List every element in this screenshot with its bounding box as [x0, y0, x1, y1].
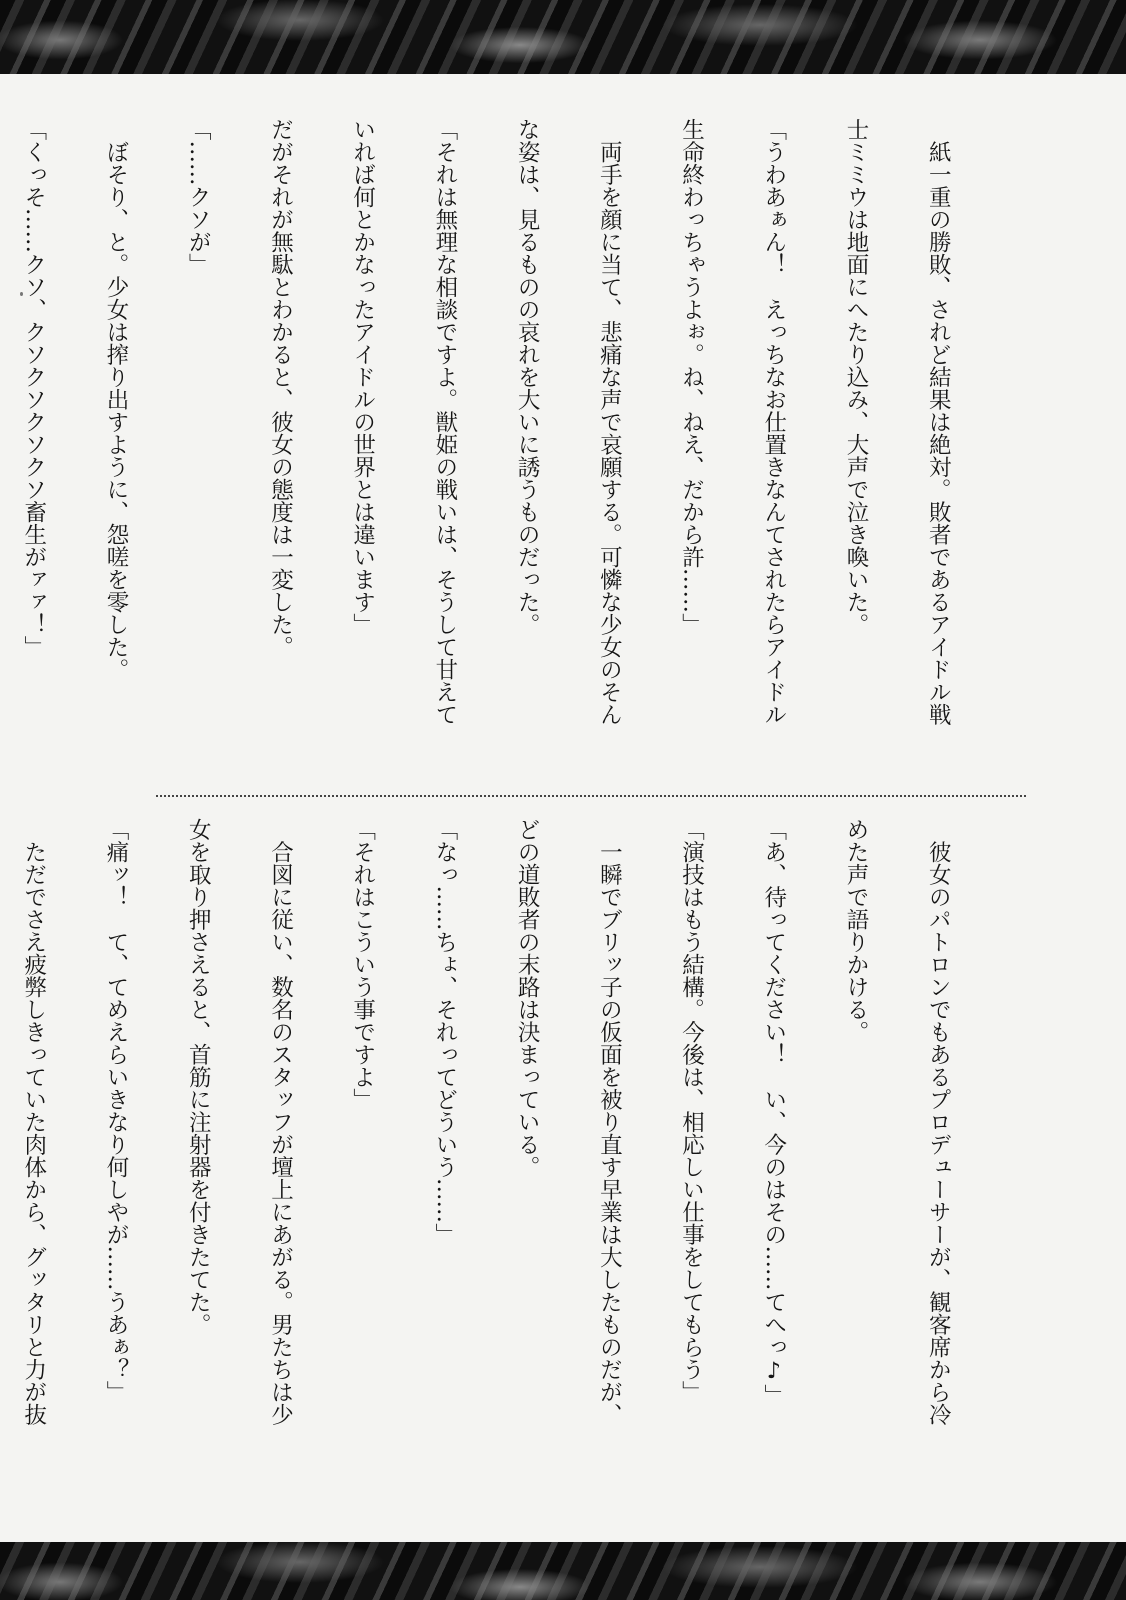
text-line: ただでさえ疲弊しきっていた肉体から、グッタリと力が抜 — [20, 818, 47, 1426]
section-divider — [156, 795, 1026, 797]
text-line: 「演技はもう結構。今後は、相応しい仕事をしてもらう」 — [678, 818, 705, 1403]
text-line: 両手を顔に当て、悲痛な声で哀願する。可憐な少女のそん — [596, 118, 623, 726]
text-line: 「……クソが」 — [185, 118, 212, 276]
text-line: ぼそり、と。少女は搾り出すように、怨嗟を零した。 — [103, 118, 129, 681]
text-line: 「なっ……ちょ、それってどういう……」 — [431, 818, 458, 1246]
text-line: 女を取り押さえると、首筋に注射器を付きたてた。 — [185, 818, 212, 1336]
lower-text-block — [20, 818, 1006, 1458]
text-line: な姿は、見るものの哀れを大いに誘うものだった。 — [514, 118, 541, 636]
bottom-decorative-band — [0, 1542, 1126, 1600]
text-line: 生命終わっちゃうよぉ。ね、ねえ、だから許……」 — [678, 118, 705, 636]
text-line: 一瞬でブリッ子の仮面を被り直す早業は大したものだが、 — [596, 818, 623, 1426]
text-line: 「それは無理な相談ですよ。獣姫の戦いは、そうして甘えて — [431, 118, 458, 726]
text-line: めた声で語りかける。 — [842, 818, 869, 1043]
text-line: 「それはこういう事ですよ」 — [349, 818, 376, 1111]
text-line: 士ミミウは地面にへたり込み、大声で泣き喚いた。 — [842, 118, 869, 636]
text-line: いれば何とかなったアイドルの世界とは違います」 — [349, 118, 376, 636]
text-line: どの道敗者の末路は決まっている。 — [514, 818, 541, 1178]
text-line: 「痛ッ！ て、てめえらいきなり何しやが……うあぁ？」 — [103, 818, 129, 1403]
upper-text-block — [20, 118, 1006, 758]
text-line: 合図に従い、数名のスタッフが壇上にあがる。男たちは少 — [267, 818, 294, 1426]
text-line: 「くっそ……クソ、クソクソクソクソ畜生がァァ！」 — [20, 118, 47, 658]
text-line: 彼女のパトロンでもあるプロデューサーが、観客席から冷 — [925, 818, 952, 1426]
text-line: だがそれが無駄とわかると、彼女の態度は一変した。 — [267, 118, 294, 658]
text-line: 「うわあぁん！ えっちなお仕置きなんてされたらアイドル — [760, 118, 787, 726]
top-decorative-band — [0, 0, 1126, 74]
text-line: 「あ、待ってください！ い、今のはその……てへっ♪」 — [760, 818, 787, 1407]
text-line: 紙一重の勝敗、されど結果は絶対。敗者であるアイドル戦 — [925, 118, 952, 726]
